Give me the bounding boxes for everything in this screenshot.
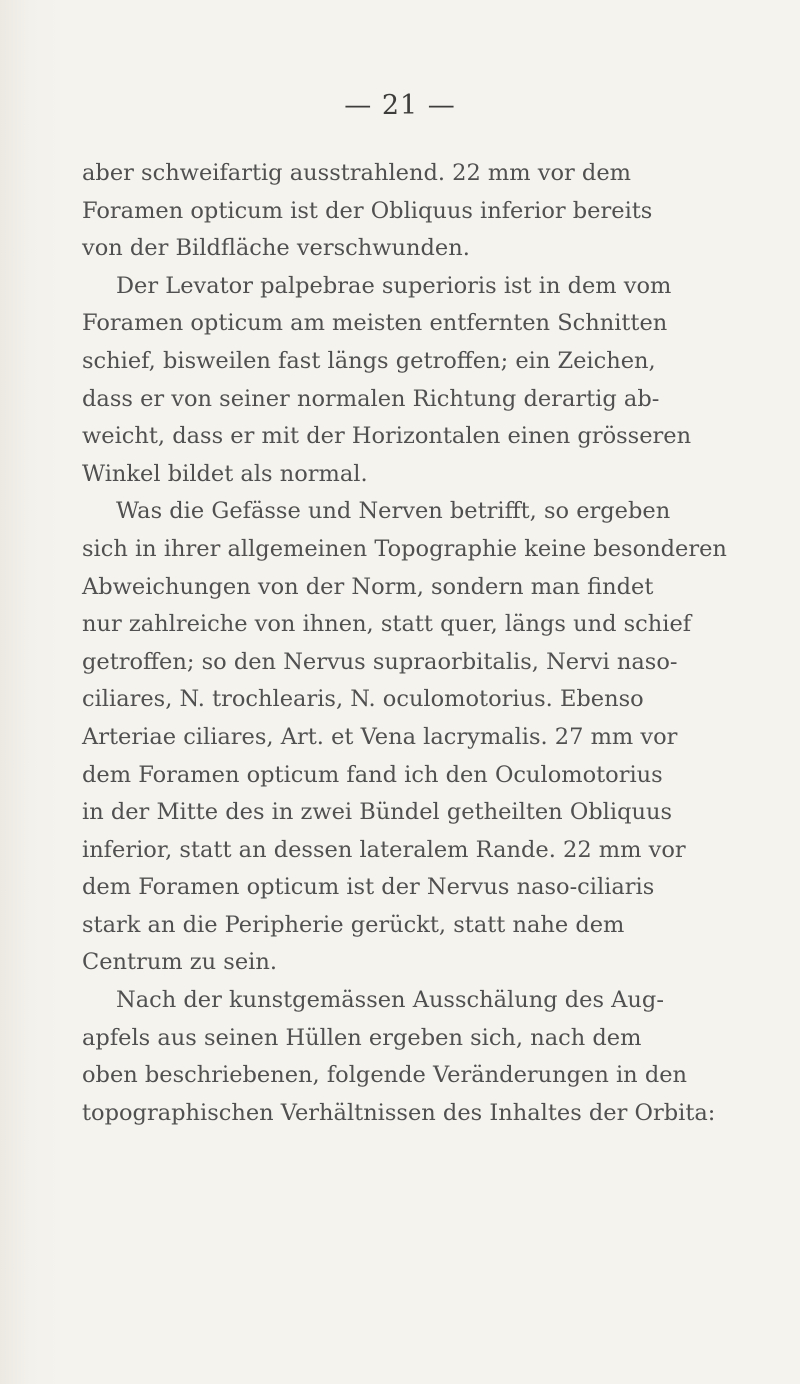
- paragraph-4: [82, 982, 732, 1132]
- paragraph-1: [82, 155, 732, 268]
- text-line: dem Foramen opticum ist der Nervus naso-ciliaris: [82, 874, 655, 901]
- text-line: von der Bildfläche verschwunden.: [82, 235, 470, 262]
- text-line: schief, bisweilen fast längs getroffen; ein Zeichen,: [82, 347, 656, 374]
- text-line: Was die Gefässe und Nerven betrifft, so ergeben: [116, 498, 671, 525]
- paragraph-3: [82, 493, 732, 982]
- text-line: sich in ihrer allgemeinen Topographie keine besonderen: [82, 535, 727, 562]
- text-line: oben beschriebenen, folgende Veränderungen in den: [82, 1062, 688, 1089]
- text-line: dass er von seiner normalen Richtung derartig ab-: [82, 385, 660, 412]
- text-line: Arteriae ciliares, Art. et Vena lacrymalis. 27 mm vor: [82, 723, 678, 750]
- text-line: Nach der kunstgemässen Ausschälung des Aug-: [116, 987, 664, 1014]
- text-line: stark an die Peripherie gerückt, statt nahe dem: [82, 911, 625, 938]
- text-line: Centrum zu sein.: [82, 949, 277, 976]
- text-line: inferior, statt an dessen lateralem Rande. 22 mm vor: [82, 836, 686, 863]
- text-line: getroffen; so den Nervus supraorbitalis, Nervi naso-: [82, 648, 678, 675]
- text-line: weicht, dass er mit der Horizontalen einen grösseren: [82, 423, 692, 450]
- text-line: Foramen opticum ist der Obliquus inferior bereits: [82, 197, 653, 224]
- page-number: — 21 —: [344, 90, 456, 121]
- text-line: aber schweifartig ausstrahlend. 22 mm vor dem: [82, 160, 631, 186]
- text-line: nur zahlreiche von ihnen, statt quer, längs und schief: [82, 611, 692, 638]
- body-text: [82, 155, 732, 1132]
- paragraph-2: [82, 268, 732, 494]
- text-line: topographischen Verhältnissen des Inhaltes der Orbita:: [82, 1099, 716, 1126]
- text-line: Foramen opticum am meisten entfernten Schnitten: [82, 310, 668, 337]
- text-line: Winkel bildet als normal.: [82, 460, 368, 487]
- text-line: in der Mitte des in zwei Bündel getheilten Obliquus: [82, 799, 672, 826]
- text-line: Der Levator palpebrae superioris ist in dem vom: [116, 272, 672, 299]
- text-line: Abweichungen von der Norm, sondern man findet: [82, 573, 654, 600]
- text-line: apfels aus seinen Hüllen ergeben sich, nach dem: [82, 1024, 642, 1051]
- text-line: ciliares, N. trochlearis, N. oculomotorius. Ebenso: [82, 686, 644, 713]
- text-line: dem Foramen opticum fand ich den Oculomotorius: [82, 761, 663, 788]
